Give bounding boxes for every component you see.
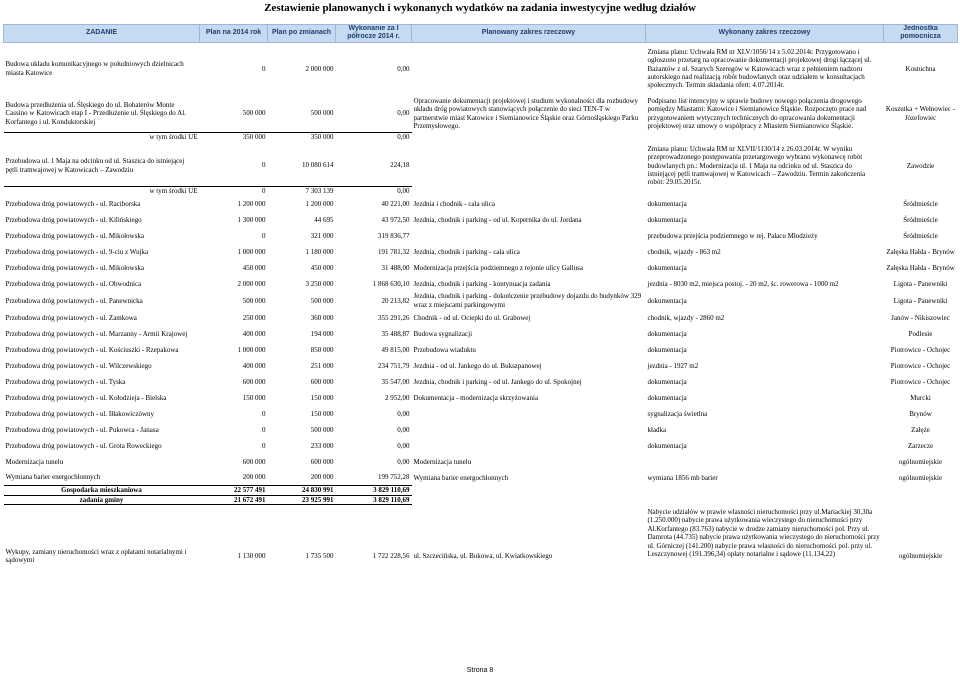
table-row bbox=[4, 422, 958, 438]
task-name: Przebudowa dróg powiatowych - ul. Tyska bbox=[5, 377, 126, 386]
planned-scope: Jezdnia i chodnik - cała ulica bbox=[413, 199, 495, 208]
plan-changed-value: 150 000 bbox=[310, 393, 334, 402]
task-name: Przebudowa dróg powiatowych - ul. Pukowca - Janasa bbox=[5, 425, 159, 434]
table-row bbox=[4, 358, 958, 374]
execution-value: 224,18 bbox=[390, 161, 410, 170]
done-scope: kładka bbox=[647, 425, 667, 434]
col-header-plan: Plan na 2014 rok bbox=[200, 25, 268, 43]
unit-name: Piotrowice - Ochojec bbox=[890, 361, 951, 370]
execution-value: 0,00 bbox=[397, 409, 410, 418]
summary-plan: 21 672 491 bbox=[200, 495, 268, 504]
task-name: Przebudowa dróg powiatowych - ul. Marzanny - Armii Krajowej bbox=[5, 329, 188, 338]
planned-scope bbox=[412, 46, 646, 92]
execution-value: 20 213,82 bbox=[381, 296, 410, 305]
task-name: Przebudowa dróg powiatowych - ul. Panewnicka bbox=[5, 296, 143, 305]
page-number: Strona 8 bbox=[466, 667, 494, 674]
execution-value: 0,00 bbox=[397, 64, 410, 73]
done-scope: sygnalizacja świetlna bbox=[647, 409, 708, 418]
done-scope: dokumentacja bbox=[647, 393, 687, 402]
execution-value: 0,00 bbox=[397, 109, 410, 118]
plan-value: 0 bbox=[262, 409, 266, 418]
col-header-task: ZADANIE bbox=[4, 25, 200, 43]
plan-value: 1 000 000 bbox=[237, 345, 266, 354]
table-row bbox=[4, 310, 958, 326]
plan-changed-value: 600 000 bbox=[310, 457, 334, 466]
plan-value: 500 000 bbox=[242, 109, 266, 118]
planned-scope bbox=[412, 145, 646, 187]
done-scope: dokumentacja bbox=[647, 441, 687, 450]
header-row bbox=[4, 25, 958, 43]
table-row bbox=[4, 196, 958, 212]
task-name: Przebudowa dróg powiatowych - ul. Mikołowska bbox=[5, 231, 144, 240]
plan-value: 400 000 bbox=[242, 329, 266, 338]
done-scope: Nabycie udziałów w prawie własności nieruchomości przy ul.Mariackiej 30,30a (1.250.000) nabycie prawa użytkowania wieczystego do nieruchomości przy Al.Korfantego (83.763) nabycie w drodze zamiany nieruchomości pol. Przy ul. Damrota (44.735) nabycie prawa użytkowania wieczystego do nieruchomości przy ul. Górniczej (141.200) nabycie prawa własności do nieruchomości pol. przy ul. Leszczynowej (191.396,34) opłaty notarialne i sądowe (11.134,22) bbox=[647, 508, 880, 558]
col-header-unit: Jednostka pomocnicza bbox=[884, 25, 958, 43]
unit-name: ogólnomiejskie bbox=[898, 473, 943, 482]
done-scope: Zmiana planu: Uchwała RM nr XLV/1056/14 z 5.02.2014r. Przygotowano i ogłoszono przetarg na opracowanie dokumentacji projektowej drogi łączącej ul. Bażantów z ul. Szarych Szeregów w Katowicach wraz z pełnieniem nadzoru autorskiego nad realizacją robót budowlanych oraz udziałem w konsultacjach społecznych. Termin składania ofert: 4.07.2014r. bbox=[647, 47, 872, 90]
unit-name: Załęska Hałda - Brynów bbox=[886, 247, 955, 256]
plan-value: 1 200 000 bbox=[237, 199, 266, 208]
execution-value: 49 815,00 bbox=[381, 345, 410, 354]
unit-name: Murcki bbox=[910, 393, 931, 402]
plan-changed-value: 251 000 bbox=[310, 361, 334, 370]
plan-value: 1 300 000 bbox=[237, 215, 266, 224]
planned-scope: Modernizacja tunelu bbox=[413, 457, 472, 466]
execution-value: 1 868 630,10 bbox=[372, 279, 410, 288]
execution-value: 355 291,26 bbox=[378, 313, 410, 322]
task-name: Przebudowa dróg powiatowych - ul. Obwodnica bbox=[5, 279, 142, 288]
table-body bbox=[4, 42, 958, 604]
plan-changed-value: 1 180 000 bbox=[305, 247, 334, 256]
execution-value: 0,00 bbox=[397, 425, 410, 434]
summary-changed: 24 830 991 bbox=[268, 486, 336, 495]
unit-name: Załęska Hałda - Brynów bbox=[886, 263, 955, 272]
task-name: Przebudowa dróg powiatowych - ul. Kościuszki - Rzepakowa bbox=[5, 345, 179, 354]
investment-table bbox=[3, 24, 958, 604]
plan-value: 0 bbox=[262, 425, 266, 434]
execution-value: 2 952,00 bbox=[385, 393, 410, 402]
done-scope: dokumentacja bbox=[647, 345, 687, 354]
plan-changed-value: 150 000 bbox=[310, 409, 334, 418]
done-scope: chodnik, wjazdy - 863 m2 bbox=[647, 247, 721, 256]
unit-name: Podlesie bbox=[908, 329, 933, 338]
task-name: Przebudowa dróg powiatowych - ul. Zamkowa bbox=[5, 313, 137, 322]
table-row bbox=[4, 406, 958, 422]
unit-name: Janów - Nikiszowiec bbox=[891, 313, 950, 322]
execution-value: 35 488,87 bbox=[381, 329, 410, 338]
table-row bbox=[4, 342, 958, 358]
plan-changed-value: 450 000 bbox=[310, 263, 334, 272]
unit-name: Koszutka + Wełnowiec - Józefowiec bbox=[885, 105, 956, 122]
plan-value: 250 000 bbox=[242, 313, 266, 322]
unit-name: Załęże bbox=[911, 425, 930, 434]
execution-value: 43 972,50 bbox=[381, 215, 410, 224]
plan-changed-value: 850 000 bbox=[310, 345, 334, 354]
table-row bbox=[4, 95, 958, 133]
page-title: Zestawienie planowanych i wykonanych wydatków na zadania inwestycyjne według działów bbox=[264, 2, 696, 14]
execution-value: 40 221,00 bbox=[381, 199, 410, 208]
planned-scope: Jezdnia, chodnik i parking - od ul. Jankego do ul. Spokojnej bbox=[413, 377, 582, 386]
summary-label: zadania gminy bbox=[4, 495, 200, 504]
unit-name: Śródmieście bbox=[903, 231, 938, 240]
done-scope: dokumentacja bbox=[647, 329, 687, 338]
ue-label: w tym środki UE bbox=[4, 133, 200, 142]
planned-scope bbox=[412, 406, 646, 422]
unit-name: Ligota - Panewniki bbox=[893, 296, 948, 305]
plan-changed-value: 1 735 500 bbox=[305, 551, 334, 560]
done-scope: wymiana 1856 mb barier bbox=[647, 473, 718, 482]
unit-name: Ligota - Panewniki bbox=[893, 279, 948, 288]
planned-scope bbox=[412, 422, 646, 438]
ue-subrow bbox=[4, 187, 958, 196]
unit-name: Piotrowice - Ochojec bbox=[890, 345, 951, 354]
table-row bbox=[4, 212, 958, 228]
task-name: Przebudowa dróg powiatowych - ul. Mikołowska bbox=[5, 263, 144, 272]
col-header-done-scope: Wykonany zakres rzeczowy bbox=[646, 25, 884, 43]
table-row bbox=[4, 292, 958, 310]
task-name: Przebudowa dróg powiatowych - ul. Wilczewskiego bbox=[5, 361, 152, 370]
task-name: Przebudowa dróg powiatowych - ul. Kołodzieja - Bielska bbox=[5, 393, 167, 402]
plan-changed-value: 200 000 bbox=[310, 473, 334, 482]
unit-name: Brynów bbox=[909, 409, 932, 418]
task-name: Przebudowa dróg powiatowych - ul. Grota Roweckiego bbox=[5, 441, 162, 450]
task-name: Budowa przedłużenia ul. Ślęskiego do ul. Bohaterów Monte Cassino w Katowicach etap I - Przedłużenie ul. Ślęskiego do Al. Korfantego i ul. Konduktorskiej bbox=[5, 100, 186, 126]
plan-value: 500 000 bbox=[242, 296, 266, 305]
table-row bbox=[4, 260, 958, 276]
plan-value: 150 000 bbox=[242, 393, 266, 402]
execution-value: 199 752,28 bbox=[378, 473, 410, 482]
unit-name: ogólnomiejskie bbox=[898, 457, 943, 466]
done-scope: przebudowa przejścia podziemnego w rej. Pałacu Młodzieży bbox=[647, 231, 818, 240]
plan-changed-value: 44 695 bbox=[314, 215, 334, 224]
table-row bbox=[4, 454, 958, 470]
ue-execution: 0,00 bbox=[336, 133, 412, 142]
task-name: Budowa układu komunikacyjnego w południowych dzielnicach miasta Katowice bbox=[5, 60, 184, 77]
done-scope: dokumentacja bbox=[647, 199, 687, 208]
table-row bbox=[4, 508, 958, 604]
col-header-planned-scope: Planowany zakres rzeczowy bbox=[412, 25, 646, 43]
plan-changed-value: 233 000 bbox=[310, 441, 334, 450]
table-row bbox=[4, 228, 958, 244]
plan-value: 400 000 bbox=[242, 361, 266, 370]
plan-value: 1 130 000 bbox=[237, 551, 266, 560]
done-scope: dokumentacja bbox=[647, 215, 687, 224]
summary-exec: 3 829 110,69 bbox=[336, 486, 412, 495]
plan-value: 450 000 bbox=[242, 263, 266, 272]
planned-scope bbox=[412, 438, 646, 454]
unit-name: Śródmieście bbox=[903, 199, 938, 208]
task-name: Przebudowa dróg powiatowych - ul. 9-ciu z Wujka bbox=[5, 247, 149, 256]
done-scope: Podpisano list intencyjny w sprawie budowy nowego połączenia drogowego pomiędzy Miastami: Katowice i Siemianowice Śląskie. Rozpoczęto prace nad przygotowaniem wytycznych technicznych do opracowania dokumentacji projektowej oraz umowy o współpracy z Miastem Siemianowice Śląskie. bbox=[647, 97, 867, 131]
plan-changed-value: 600 000 bbox=[310, 377, 334, 386]
execution-value: 191 781,32 bbox=[378, 247, 410, 256]
plan-value: 0 bbox=[262, 161, 266, 170]
planned-scope: Jezdnia - od ul. Jankego do ul. Bukszpanowej bbox=[413, 361, 542, 370]
plan-changed-value: 500 000 bbox=[310, 425, 334, 434]
task-name: Przebudowa dróg powiatowych - ul. Kilińskiego bbox=[5, 215, 142, 224]
summary-label: Gospodarka mieszkaniowa bbox=[4, 486, 200, 495]
planned-scope: ul. Szczecińska, ul. Bukowa, ul. Kwiatkowskiego bbox=[413, 551, 553, 560]
plan-value: 600 000 bbox=[242, 377, 266, 386]
planned-scope: Jezdnia, chodnik i parking - od ul. Kopernika do ul. Jordana bbox=[413, 215, 582, 224]
task-name: Wymiana barier energochłonnych bbox=[5, 473, 101, 482]
plan-value: 200 000 bbox=[242, 473, 266, 482]
planned-scope: Wymiana barier energochłonnych bbox=[413, 473, 509, 482]
planned-scope bbox=[412, 228, 646, 244]
plan-changed-value: 321 000 bbox=[310, 231, 334, 240]
plan-changed-value: 3 250 000 bbox=[305, 279, 334, 288]
unit-name: Zarzecze bbox=[907, 441, 934, 450]
task-name: Przebudowa dróg powiatowych - ul. Raciborska bbox=[5, 199, 141, 208]
summary-row bbox=[4, 495, 958, 504]
table-row bbox=[4, 470, 958, 486]
table-row bbox=[4, 374, 958, 390]
plan-value: 600 000 bbox=[242, 457, 266, 466]
done-scope: dokumentacja bbox=[647, 263, 687, 272]
unit-name: Kostuchna bbox=[905, 64, 936, 73]
planned-scope: Modernizacja przejścia podziemnego z rejonie ulicy Gallusa bbox=[413, 263, 583, 272]
ue-execution: 0,00 bbox=[336, 187, 412, 196]
execution-value: 319 836,77 bbox=[378, 231, 410, 240]
done-scope: dokumentacja bbox=[647, 377, 687, 386]
done-scope bbox=[646, 454, 884, 470]
plan-value: 1 000 000 bbox=[237, 247, 266, 256]
plan-value: 2 000 000 bbox=[237, 279, 266, 288]
table-row bbox=[4, 438, 958, 454]
task-name: Wykupy, zamiany nieruchomości wraz z opłatami notarialnymi i sądowymi bbox=[5, 547, 187, 565]
planned-scope: Jezdnia, chodnik i parking - dokończenie przebudowy dojazdu do budynków 329 wraz z miejscami parkingowymi bbox=[413, 292, 642, 309]
ue-label: w tym środki UE bbox=[4, 187, 200, 196]
plan-value: 0 bbox=[262, 64, 266, 73]
planned-scope: Dokumentacja - modernizacja skrzyżowania bbox=[413, 393, 539, 402]
done-scope: chodnik, wjazdy - 2860 m2 bbox=[647, 313, 725, 322]
planned-scope: Opracowanie dokumentacji projektowej i studium wykonalności dla rozbudowy układu dróg powiatowych stanowiących połączenie do sieci TEN-T w partnerstwie miast Katowice i Siemianowice Śląskie oraz Górnośląskiego Parku Przemysłowego. bbox=[413, 97, 639, 131]
table-row bbox=[4, 326, 958, 342]
task-name: Przebudowa dróg powiatowych - ul. Iłłakowiczówny bbox=[5, 409, 155, 418]
summary-exec: 3 829 110,69 bbox=[336, 495, 412, 504]
planned-scope: Przebudowa wiaduktu bbox=[413, 345, 476, 354]
summary-row bbox=[4, 486, 958, 495]
done-scope: dokumentacja bbox=[647, 296, 687, 305]
plan-changed-value: 500 000 bbox=[310, 296, 334, 305]
planned-scope: Jezdnia, chodnik i parking - kontynuacja zadania bbox=[413, 279, 551, 288]
table-row bbox=[4, 145, 958, 187]
unit-name: Piotrowice - Ochojec bbox=[890, 377, 951, 386]
table-row bbox=[4, 390, 958, 406]
ue-subrow bbox=[4, 133, 958, 142]
unit-name: Śródmieście bbox=[903, 215, 938, 224]
ue-plan-changed: 350 000 bbox=[268, 133, 336, 142]
plan-changed-value: 360 000 bbox=[310, 313, 334, 322]
table-row bbox=[4, 46, 958, 92]
summary-plan: 22 577 491 bbox=[200, 486, 268, 495]
ue-plan: 350 000 bbox=[200, 133, 268, 142]
planned-scope: Chodnik - od ul. Ociepki do ul. Grabowej bbox=[413, 313, 531, 322]
execution-value: 234 751,79 bbox=[378, 361, 410, 370]
plan-changed-value: 194 000 bbox=[310, 329, 334, 338]
plan-changed-value: 10 080 614 bbox=[302, 161, 334, 170]
done-scope: Zmiana planu: Uchwała RM nr XLVII/1130/14 z 26.03.2014r. W wyniku przeprowadzonego postępowania przetargowego wybrano wykonawcę robót budowlanych pn.: Modernizacja ul. 1 Maja na odcinku od ul. Staszica do istniejącej pętli tramwajowej w Katowicach – Zawodziu. Termin zakończenia robót: 29.05.2015r. bbox=[647, 144, 866, 187]
plan-value: 0 bbox=[262, 441, 266, 450]
col-header-execution: Wykonanie za I półrocze 2014 r. bbox=[336, 25, 412, 43]
summary-changed: 23 925 991 bbox=[268, 495, 336, 504]
unit-name: Zawodzie bbox=[906, 161, 935, 170]
col-header-plan-changed: Plan po zmianach bbox=[268, 25, 336, 43]
planned-scope: Budowa sygnalizacji bbox=[413, 329, 473, 338]
plan-value: 0 bbox=[262, 231, 266, 240]
ue-plan-changed: 7 303 139 bbox=[268, 187, 336, 196]
table-row bbox=[4, 244, 958, 260]
task-name: Modernizacja tunelu bbox=[5, 457, 64, 466]
done-scope: jezdnia - 8030 m2, miejsca postoj. - 20 m2, śc. rowerowa - 1000 m2 bbox=[647, 279, 839, 288]
plan-changed-value: 2 000 000 bbox=[305, 64, 334, 73]
execution-value: 35 547,00 bbox=[381, 377, 410, 386]
unit-name: ogólnomiejskie bbox=[898, 551, 943, 560]
execution-value: 0,00 bbox=[397, 457, 410, 466]
execution-value: 1 722 228,56 bbox=[372, 551, 410, 560]
plan-changed-value: 500 000 bbox=[310, 109, 334, 118]
table-row bbox=[4, 276, 958, 292]
execution-value: 0,00 bbox=[397, 441, 410, 450]
plan-changed-value: 1 200 000 bbox=[305, 199, 334, 208]
ue-plan: 0 bbox=[200, 187, 268, 196]
done-scope: jezdnia - 1927 m2 bbox=[647, 361, 699, 370]
planned-scope: Jezdnia, chodnik i parking - cała ulica bbox=[413, 247, 520, 256]
execution-value: 31 488,00 bbox=[381, 263, 410, 272]
task-name: Przebudowa ul. 1 Maja na odcinku od ul. Staszica do istniejącej pętli tramwajowej w Katowicach – Zawodziu bbox=[5, 157, 185, 174]
